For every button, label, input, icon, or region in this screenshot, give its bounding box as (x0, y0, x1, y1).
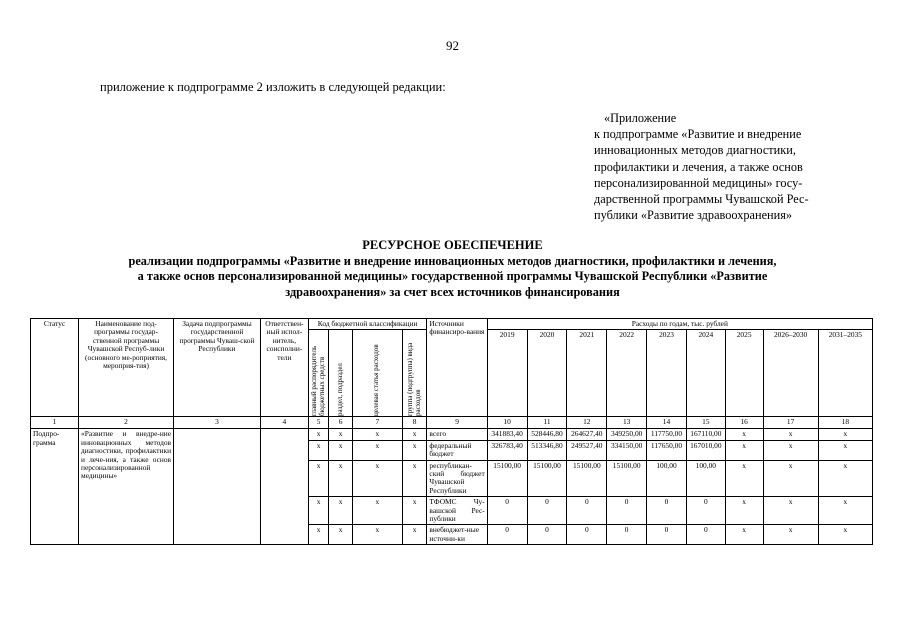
header-budget-code: Код бюджетной классификации (308, 319, 427, 330)
source-cell: внебюджет-ные источни-ки (427, 525, 487, 545)
value-cell: 117650,00 (647, 440, 687, 460)
program-status: Подпро-грамма (31, 429, 79, 545)
value-cell: x (763, 440, 818, 460)
column-number: 4 (260, 417, 308, 429)
value-cell: 15100,00 (567, 460, 607, 497)
code-cell: x (402, 497, 427, 525)
header-code-target: целевая статья расходов (372, 344, 381, 417)
header-year: 2020 (527, 330, 567, 417)
appendix-line: персонализированной медицины» госу- (594, 175, 803, 190)
column-number: 18 (818, 417, 872, 429)
appendix-reference (594, 110, 846, 223)
header-responsible: Ответствен-ный испол-нитель, соисполни-тели (260, 319, 308, 417)
value-cell: x (725, 429, 763, 440)
value-cell: 117750,00 (647, 429, 687, 440)
value-cell: 167010,00 (686, 440, 725, 460)
value-cell: 100,00 (647, 460, 687, 497)
value-cell: 15100,00 (607, 460, 647, 497)
code-cell: x (308, 525, 328, 545)
header-code-grbs: главный распорядитель бюджетных средств (309, 346, 326, 417)
appendix-line: публики «Развитие здравоохранения» (594, 208, 793, 223)
column-number: 6 (329, 417, 352, 429)
appendix-line: инновационных методов диагностики, (594, 143, 796, 158)
source-cell: всего (427, 429, 487, 440)
header-year: 2021 (567, 330, 607, 417)
appendix-line: дарственной программы Чувашской Рес- (594, 192, 809, 207)
code-cell: x (352, 429, 402, 440)
value-cell: x (763, 497, 818, 525)
column-number: 7 (352, 417, 402, 429)
value-cell: x (725, 440, 763, 460)
code-cell: x (308, 429, 328, 440)
code-cell: x (329, 497, 352, 525)
value-cell: x (818, 429, 872, 440)
column-number: 13 (607, 417, 647, 429)
header-code-group: группа (подгруппа) вида расходов (405, 343, 422, 417)
value-cell: x (763, 429, 818, 440)
value-cell: 326783,40 (487, 440, 527, 460)
column-number: 3 (174, 417, 261, 429)
header-code-section: раздел, подраздел (335, 363, 344, 417)
code-cell: x (402, 460, 427, 497)
header-year: 2031–2035 (818, 330, 872, 417)
source-cell: федеральный бюджет (427, 440, 487, 460)
title-line: здравоохранения» за счет всех источников финансирования (285, 284, 620, 299)
code-cell: x (352, 497, 402, 525)
code-cell: x (402, 525, 427, 545)
value-cell: x (763, 460, 818, 497)
value-cell: 100,00 (686, 460, 725, 497)
value-cell: 0 (607, 497, 647, 525)
intro-text: приложение к подпрограмме 2 изложить в следующей редакции: (100, 80, 446, 94)
code-cell: x (329, 429, 352, 440)
document-title (60, 238, 845, 300)
program-task (174, 429, 261, 545)
header-task: Задача подпрограммы государственной программы Чуваш-ской Республики (174, 319, 261, 417)
column-number: 9 (427, 417, 487, 429)
resource-table (30, 318, 873, 545)
column-number: 15 (686, 417, 725, 429)
program-name: «Развитие и внедре-ние инновационных методов диагностики, профилактики и лече-ния, а также основ персонализированной медицины» (79, 429, 174, 545)
value-cell: x (818, 460, 872, 497)
value-cell: 0 (607, 525, 647, 545)
header-name: Наименование под-программы государ-ственной программы Чувашской Респуб-лики (основного ме-роприятия, мероприя-тия) (79, 319, 174, 417)
code-cell: x (352, 525, 402, 545)
value-cell: 0 (487, 525, 527, 545)
code-cell: x (402, 440, 427, 460)
header-year: 2023 (647, 330, 687, 417)
header-row (31, 319, 873, 330)
value-cell: 0 (647, 497, 687, 525)
code-cell: x (352, 440, 402, 460)
value-cell: 0 (567, 497, 607, 525)
value-cell: 0 (686, 497, 725, 525)
value-cell: 0 (686, 525, 725, 545)
header-sources: Источники финансиро-вания (427, 319, 487, 417)
value-cell: 0 (647, 525, 687, 545)
appendix-line: «Приложение (604, 111, 677, 125)
value-cell: 264627,40 (567, 429, 607, 440)
header-year: 2025 (725, 330, 763, 417)
value-cell: x (818, 497, 872, 525)
value-cell: 0 (567, 525, 607, 545)
column-number: 2 (79, 417, 174, 429)
value-cell: 341883,40 (487, 429, 527, 440)
value-cell: 15100,00 (487, 460, 527, 497)
value-cell: x (725, 497, 763, 525)
header-year: 2026–2030 (763, 330, 818, 417)
value-cell: x (725, 460, 763, 497)
value-cell: 0 (527, 525, 567, 545)
title-line: реализации подпрограммы «Развитие и внедрение инновационных методов диагностики, профилактики и лечения, (128, 253, 777, 268)
code-cell: x (308, 460, 328, 497)
column-number: 12 (567, 417, 607, 429)
code-cell: x (308, 497, 328, 525)
column-number: 14 (647, 417, 687, 429)
column-number: 8 (402, 417, 427, 429)
value-cell: 349250,00 (607, 429, 647, 440)
code-cell: x (352, 460, 402, 497)
value-cell: 513346,80 (527, 440, 567, 460)
value-cell: 0 (487, 497, 527, 525)
value-cell: 15100,00 (527, 460, 567, 497)
appendix-line: профилактики и лечения, а также основ (594, 159, 803, 174)
column-number-row (31, 417, 873, 429)
code-cell: x (329, 525, 352, 545)
value-cell: x (818, 440, 872, 460)
value-cell: 528446,80 (527, 429, 567, 440)
header-year: 2019 (487, 330, 527, 417)
value-cell: x (818, 525, 872, 545)
column-number: 10 (487, 417, 527, 429)
code-cell: x (329, 440, 352, 460)
table-row (31, 429, 873, 440)
column-number: 1 (31, 417, 79, 429)
column-number: 17 (763, 417, 818, 429)
title-line: РЕСУРСНОЕ ОБЕСПЕЧЕНИЕ (362, 238, 543, 252)
source-cell: ТФОМС Чу-вашской Рес-публики (427, 497, 487, 525)
column-number: 5 (308, 417, 328, 429)
header-status: Статус (31, 319, 79, 417)
value-cell: 167110,00 (686, 429, 725, 440)
program-responsible (260, 429, 308, 545)
header-expenses: Расходы по годам, тыс. рублей (487, 319, 872, 330)
value-cell: 0 (527, 497, 567, 525)
value-cell: x (763, 525, 818, 545)
page-number: 92 (446, 38, 459, 53)
source-cell: республикан-ский бюджет Чувашской Республики (427, 460, 487, 497)
column-number: 11 (527, 417, 567, 429)
value-cell: x (725, 525, 763, 545)
title-line: а также основ персонализированной медицины» государственной программы Чувашской Республики «Развитие (137, 269, 768, 284)
code-cell: x (402, 429, 427, 440)
header-year: 2022 (607, 330, 647, 417)
appendix-line: к подпрограмме «Развитие и внедрение (594, 127, 802, 142)
value-cell: 249527,40 (567, 440, 607, 460)
value-cell: 334150,00 (607, 440, 647, 460)
column-number: 16 (725, 417, 763, 429)
code-cell: x (329, 460, 352, 497)
code-cell: x (308, 440, 328, 460)
header-year: 2024 (686, 330, 725, 417)
